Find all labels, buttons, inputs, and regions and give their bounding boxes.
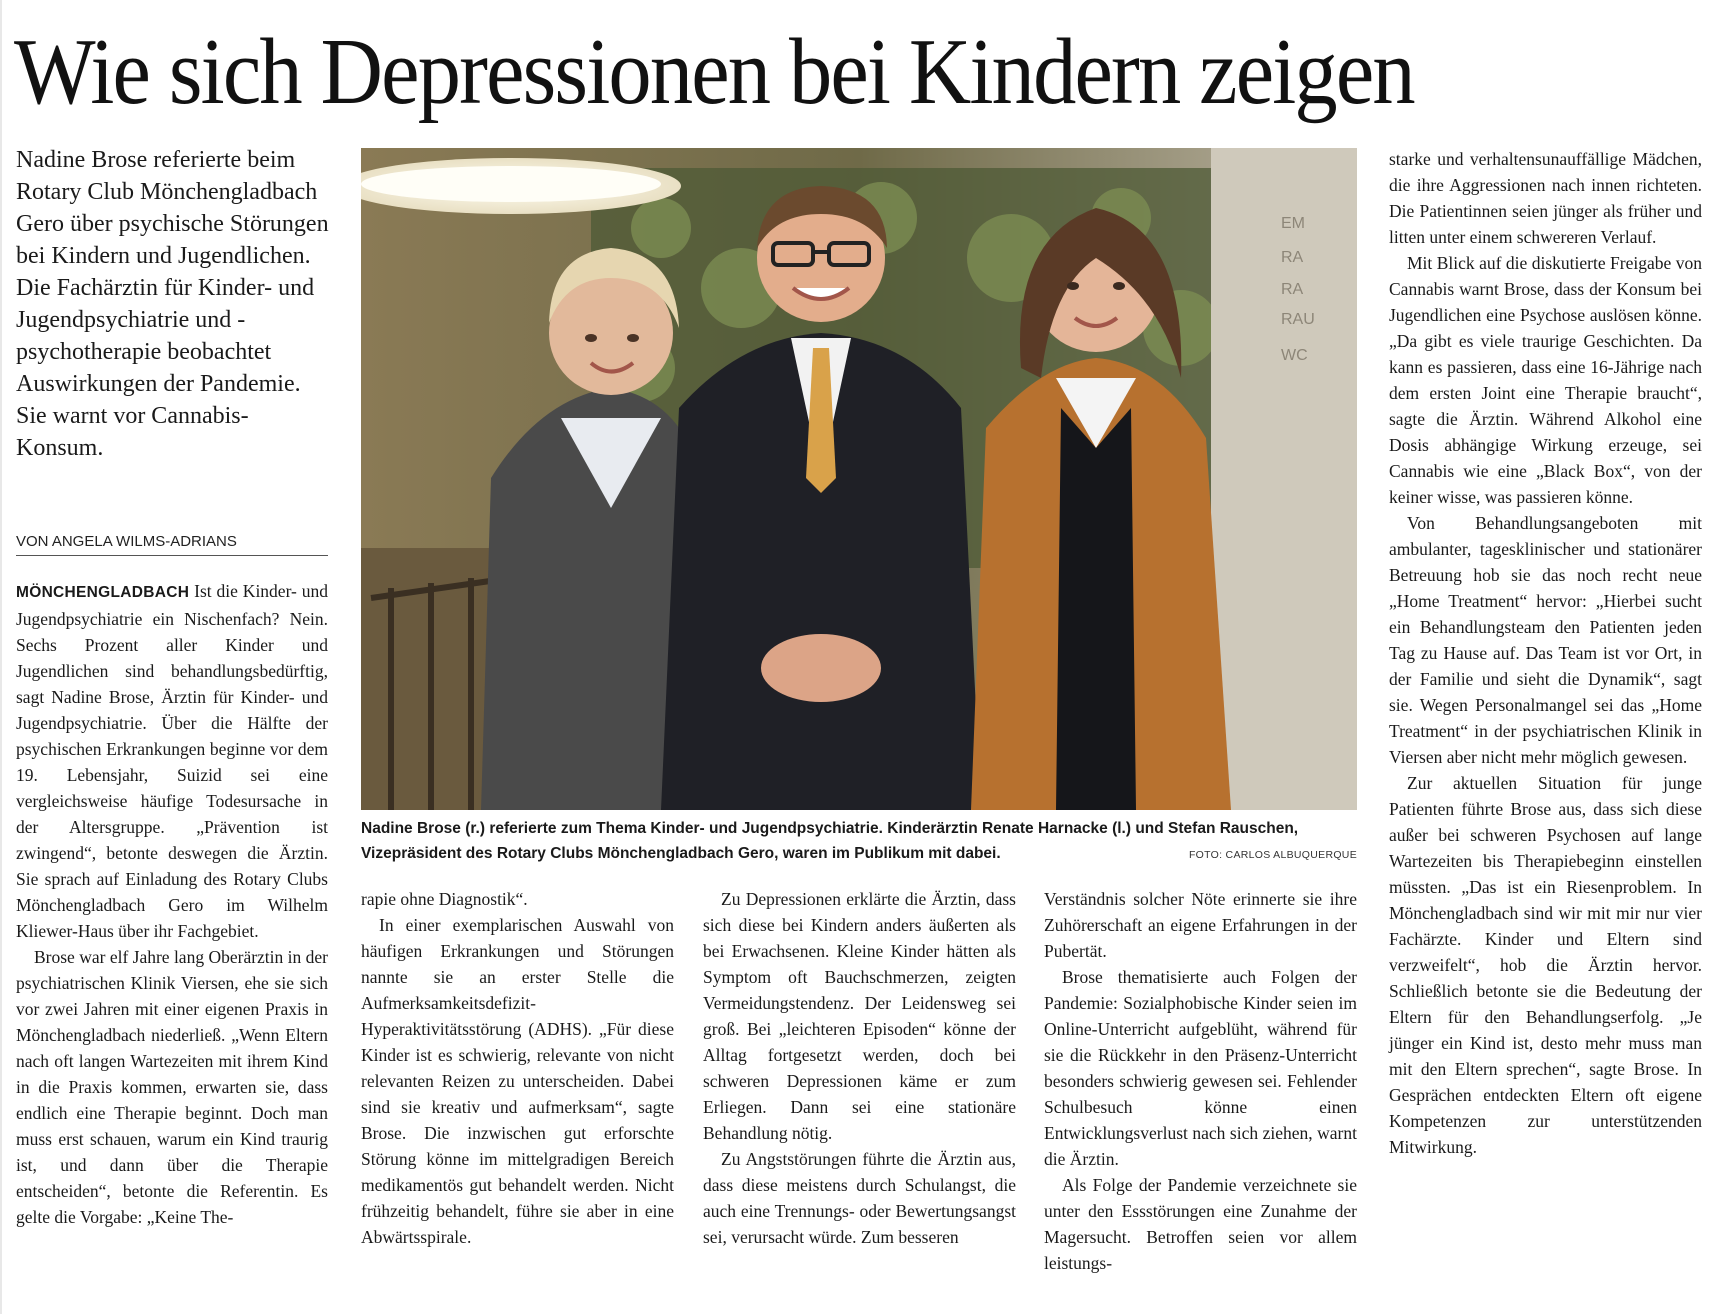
sign-label: RA [1281, 281, 1304, 298]
paragraph: Von Behandlungsangeboten mit ambulanter, tagesklinischer und stationärer Betreuung hob sie das noch recht neue „Home Treatment“ hervor: „Hierbei sucht ein Behandlungsteam den Patienten jeden Tag zu Hause auf. Das Team ist vor Ort, in der Familie und sieht die Dynamik“, sagt sie. Wegen Personalmangel sei das „Home Treatment“ in der psychiatrischen Klinik in Viersen aber nicht mehr möglich gewesen. [1389, 513, 1702, 767]
teaser: Nadine Brose referierte beim Rotary Club Mönchengladbach Gero über psychische Störungen bei Kindern und Jugendlichen. Die Fachärztin für Kinder- und Jugendpsychiatrie und -psychotherapie beobachtet Auswirkungen der Pandemie. Sie warnt vor Cannabis-Konsum. [16, 147, 329, 461]
paragraph: Brose war elf Jahre lang Oberärztin in der psychiatrischen Klinik Viersen, ehe sie sich vor zwei Jahren mit einer eigenen Praxis in Mönchengladbach niederließ. „Wenn Eltern nach oft langen Wartezeiten mit ihrem Kind in die Praxis kommen, erwarten sie, dass endlich eine Therapie beginnt. Doch man muss erst schauen, warum ein Kind traurig ist, und dann über die Therapie entscheiden“, betonte die Referentin. Es gelte die Vorgabe: „Keine The- [16, 947, 328, 1227]
article-column-1 [16, 578, 328, 1230]
article-column-5 [1389, 146, 1702, 1160]
photo-credit: FOTO: CARLOS ALBUQUERQUE [1188, 849, 1357, 861]
paragraph: Zu Angststörungen führte die Ärztin aus, dass diese meistens durch Schulangst, die auch eine Trennungs- oder Bewertungsangst sei, verursacht würde. Zum besseren [703, 1149, 1016, 1247]
paragraph: Verständnis solcher Nöte erinnerte sie ihre Zuhörerschaft an eigene Erfahrungen in der Pubertät. [1044, 889, 1357, 961]
paragraph: rapie ohne Diagnostik“. [361, 889, 528, 909]
paragraph: Brose thematisierte auch Folgen der Pandemie: Sozialphobische Kinder seien im Online-Unterricht aufgeblüht, während für sie die Rückkehr in den Präsenz-Unterricht besonders schwierig gewesen sei. Fehlender Schulbesuch könne einen Entwicklungsverlust nach sich ziehen, warnt die Ärztin. [1044, 967, 1357, 1169]
article-photo [361, 148, 1357, 810]
sign-label: WC [1281, 347, 1308, 364]
dateline: MÖNCHENGLADBACH [16, 584, 190, 601]
paragraph: Zu Depressionen erklärte die Ärztin, dass sich diese bei Kindern anders äußerten als bei Erwachsenen. Kleine Kinder hätten als Symptom oft Bauchschmerzen, zeigten Vermeidungstendenz. Der Leidensweg sei groß. Bei „leichteren Episoden“ könne der Alltag fortgesetzt werden, doch bei schweren Depressionen käme er zum Erliegen. Dann sei eine stationäre Behandlung nötig. [703, 889, 1016, 1143]
page-edge [0, 0, 2, 1314]
paragraph: In einer exemplarischen Auswahl von häufigen Erkrankungen und Störungen nannte sie an erster Stelle die Aufmerksamkeitsdefizit-Hyperaktivitätsstörung (ADHS). „Für diese Kinder ist es schwierig, relevante von nicht relevanten Reizen zu unterscheiden. Dabei sind sie kreativ und aufmerksam“, sagte Brose. Die inzwischen gut erforschte Störung könne im mittelgradigen Bereich medikamentös gut behandelt werden. Nicht frühzeitig behandelt, führe sie aber in eine Abwärtsspirale. [361, 915, 674, 1247]
photo-illustration [361, 148, 1357, 810]
paragraph: Als Folge der Pandemie verzeichnete sie unter den Essstörungen eine Zunahme der Magersucht. Betroffen seien vor allem leistungs- [1044, 1175, 1357, 1273]
paragraph [16, 578, 328, 944]
article-column-4 [1044, 886, 1357, 1276]
sign-label: RA [1281, 249, 1304, 266]
sign-label: RAU [1281, 311, 1315, 328]
sign-label: EM [1281, 215, 1305, 232]
article-column-3 [703, 886, 1016, 1250]
paragraph: starke und verhaltensunauffällige Mädchen, die ihre Aggressionen nach innen richteten. Die Patientinnen seien jünger als früher und litten unter einem schwereren Verlauf. [1389, 149, 1702, 247]
paragraph: Zur aktuellen Situation für junge Patienten führte Brose aus, dass sich diese außer bei schweren Psychosen auf lange Wartezeiten bis Therapiebeginn einstellen müssten. „Das ist ein Riesenproblem. In Mönchengladbach sind wir mit mir nur vier Fachärzte. Kinder und Eltern sind verzweifelt“, hob die Ärztin hervor. Schließlich betonte sie die Bedeutung der Eltern für den Behandlungserfolg. „Je jünger ein Kind ist, desto mehr muss man mit den Eltern sprechen“, sagte Brose. In Gesprächen entdeckten Eltern oft eigene Kompetenzen zur unterstützenden Mitwirkung. [1389, 773, 1702, 1157]
photo-caption [361, 816, 1357, 868]
byline: VON ANGELA WILMS-ADRIANS [16, 533, 328, 556]
headline: Wie sich Depressionen bei Kindern zeigen [14, 20, 1414, 124]
paragraph: Mit Blick auf die diskutierte Freigabe von Cannabis warnt Brose, dass der Konsum bei Jugendlichen eine Psychose auslösen könne. „Da gibt es viele traurige Geschichten. Da kann es passieren, dass eine 16-Jährige nach dem ersten Joint eine Therapie braucht“, sagte die Ärztin. Während Alkohol eine Dosis abhängige Wirkung erzeuge, sei Cannabis wie eine „Black Box“, von der keiner wisse, was passieren könne. [1389, 253, 1702, 507]
article-column-2 [361, 886, 674, 1250]
caption-text: Nadine Brose (r.) referierte zum Thema Kinder- und Jugendpsychiatrie. Kinderärztin Renate Harnacke (l.) und Stefan Rauschen, Vizepräsident des Rotary Clubs Mönchengladbach Gero, waren im Publikum mit dabei. [361, 820, 1299, 862]
paragraph-text: Ist die Kinder- und Jugendpsychiatrie ein Nischenfach? Nein. Sechs Prozent aller Kinder und Jugendlichen sind behandlungsbedürftig, sagt Nadine Brose, Ärztin für Kinder- und Jugendpsychiatrie. Über die Hälfte der psychischen Erkrankungen beginne vor dem 19. Lebensjahr, Suizid sei eine vergleichsweise häufige Todesursache in der Altersgruppe. „Prävention ist zwingend“, betonte deswegen die Ärztin. Sie sprach auf Einladung des Rotary Clubs Mönchengladbach Gero im Wilhelm Kliewer-Haus über ihr Fachgebiet. [16, 581, 329, 941]
